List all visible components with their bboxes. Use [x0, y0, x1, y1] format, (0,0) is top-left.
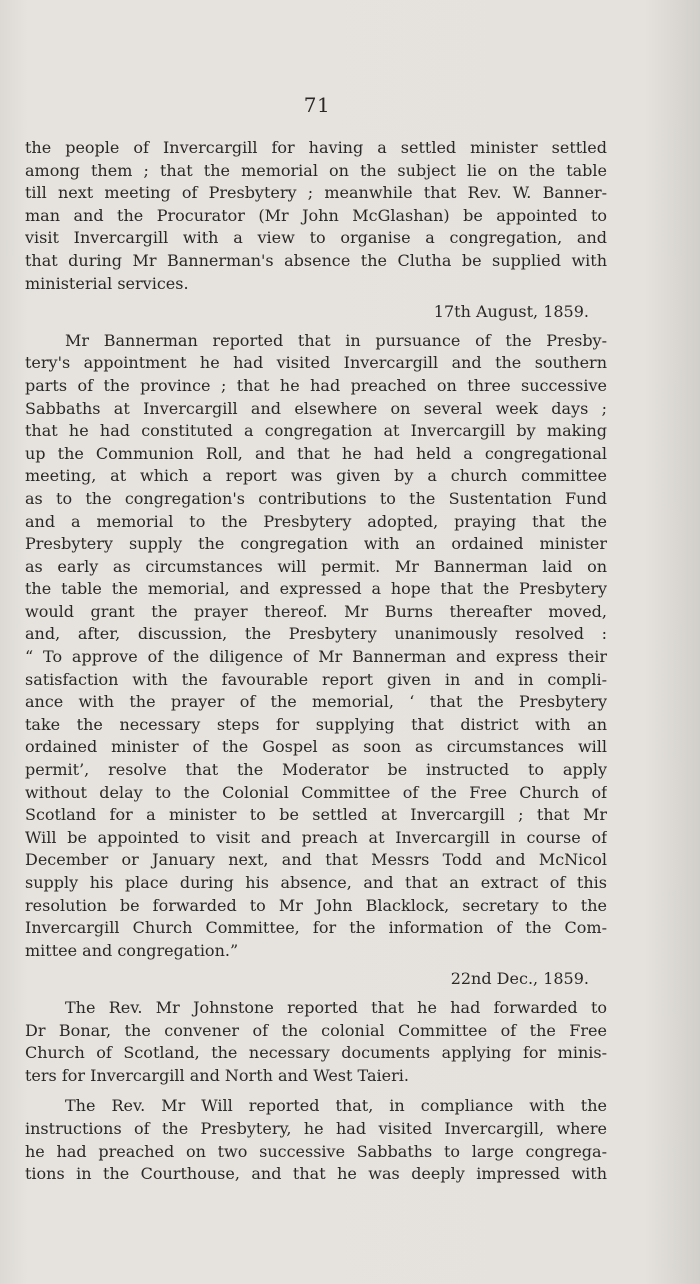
text-line: among them ; that the memorial on the subject lie on the table — [25, 160, 607, 180]
text-line: The Rev. Mr Johnstone reported that he had forwarded to — [65, 997, 607, 1017]
text-line: Will be appointed to visit and preach at Invercargill in course of — [25, 827, 607, 847]
text-line: as to the congregation's contributions to the Sustentation Fund — [25, 488, 607, 508]
text-line: mittee and congregation.” — [25, 940, 239, 960]
entry-date: 22nd Dec., 1859. — [450, 969, 589, 989]
text-line: visit Invercargill with a view to organise a congregation, and — [25, 228, 607, 248]
text-line: parts of the province ; that he had preached on three successive — [25, 375, 607, 395]
text-line: Church of Scotland, the necessary documents applying for minis- — [25, 1043, 607, 1063]
body-text — [25, 137, 607, 1186]
text-line: as early as circumstances will permit. Mr Bannerman laid on — [25, 556, 607, 576]
text-line: he had preached on two successive Sabbaths to large congrega- — [25, 1141, 607, 1161]
text-line: Dr Bonar, the convener of the colonial Committee of the Free — [25, 1020, 607, 1040]
text-line: and a memorial to the Presbytery adopted, praying that the — [25, 511, 607, 531]
text-line: the table the memorial, and expressed a hope that the Presbytery — [25, 579, 607, 599]
text-line: satisfaction with the favourable report given in and in compli- — [25, 669, 607, 689]
text-line: take the necessary steps for supplying that district with an — [25, 714, 607, 734]
page-number: 71 — [303, 93, 331, 117]
text-line: would grant the prayer thereof. Mr Burns thereafter moved, — [25, 601, 607, 621]
text-line: man and the Procurator (Mr John McGlashan) be appointed to — [25, 205, 607, 225]
text-line: Mr Bannerman reported that in pursuance of the Presby- — [65, 330, 607, 350]
text-line: supply his place during his absence, and that an extract of this — [25, 873, 607, 892]
text-line: till next meeting of Presbytery ; meanwhile that Rev. W. Banner- — [25, 183, 607, 203]
text-line: Sabbaths at Invercargill and elsewhere on several week days ; — [25, 398, 607, 418]
text-line: that he had constituted a congregation at Invercargill by making — [25, 421, 607, 441]
text-line: up the Communion Roll, and that he had held a congregational — [25, 443, 607, 463]
text-line: ordained minister of the Gospel as soon as circumstances will — [25, 737, 607, 757]
text-line: “ To approve of the diligence of Mr Bannerman and express their — [25, 647, 607, 667]
text-line: instructions of the Presbytery, he had visited Invercargill, where — [25, 1118, 607, 1138]
text-line: Scotland for a minister to be settled at Invercargill ; that Mr — [25, 805, 607, 825]
text-line: tery's appointment he had visited Invercargill and the southern — [25, 353, 607, 373]
text-line: without delay to the Colonial Committee of the Free Church of — [25, 782, 607, 802]
text-line: ance with the prayer of the memorial, ‘ that the Presbytery — [25, 692, 607, 712]
text-line: that during Mr Bannerman's absence the Clutha be supplied with — [25, 250, 607, 270]
entry-date: 17th August, 1859. — [433, 302, 589, 322]
text-line: Presbytery supply the congregation with an ordained minister — [25, 534, 607, 554]
text-line: ministerial services. — [25, 273, 189, 293]
text-line: ters for Invercargill and North and West Taieri. — [25, 1065, 409, 1085]
text-line: meeting, at which a report was given by a church committee — [25, 466, 607, 486]
text-line: permit’, resolve that the Moderator be instructed to apply — [25, 760, 607, 780]
text-line: December or January next, and that Messrs Todd and McNicol — [25, 850, 607, 870]
text-line: and, after, discussion, the Presbytery unanimously resolved : — [25, 624, 607, 644]
text-line: The Rev. Mr Will reported that, in compliance with the — [65, 1096, 607, 1116]
text-line: resolution be forwarded to Mr John Blacklock, secretary to the — [25, 895, 607, 915]
text-line: Invercargill Church Committee, for the information of the Com- — [25, 918, 607, 938]
text-line: the people of Invercargill for having a settled minister settled — [25, 138, 607, 157]
text-line: tions in the Courthouse, and that he was deeply impressed with — [25, 1164, 607, 1184]
